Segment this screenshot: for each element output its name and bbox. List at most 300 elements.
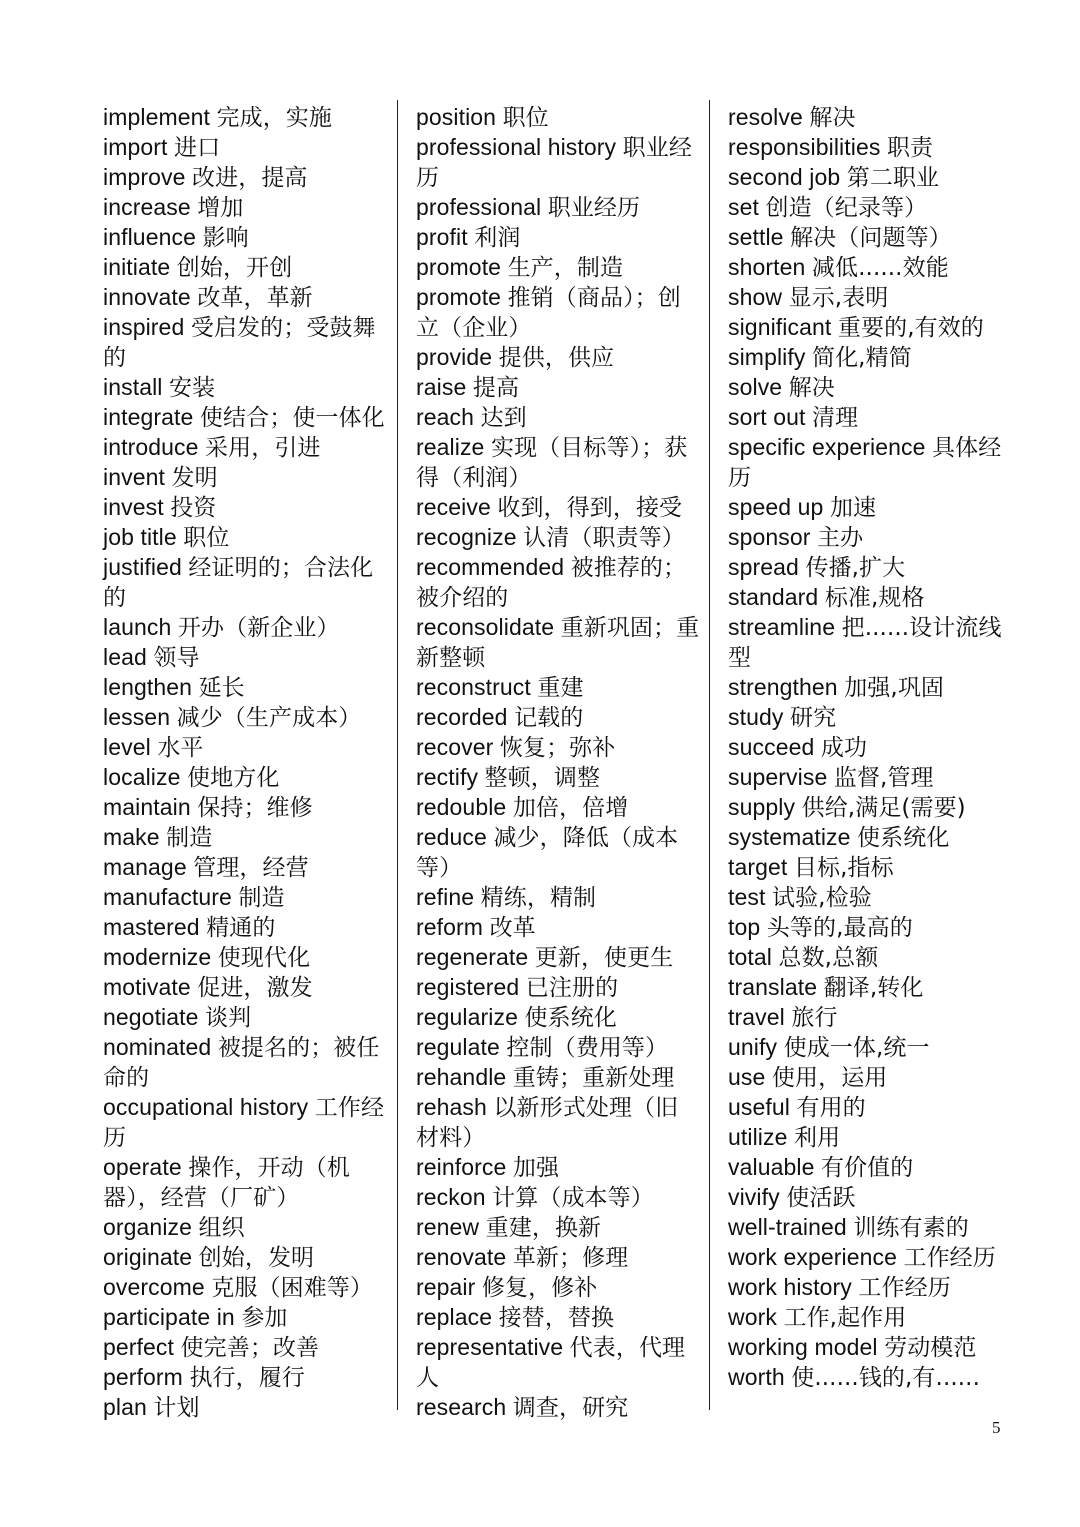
vocab-entry [728, 1363, 1013, 1393]
vocab-translation: 加速 [829, 495, 877, 521]
vocab-entry [416, 913, 701, 943]
vocab-term: worth [728, 1364, 785, 1390]
vocab-entry [416, 103, 701, 133]
vocab-translation: 使......钱的,有...... [791, 1365, 980, 1391]
vocab-entry [103, 673, 388, 703]
vocab-translation: 监督,管理 [833, 765, 934, 791]
vocab-translation: 使活跃 [786, 1185, 856, 1211]
vocab-translation: 主办 [817, 525, 864, 551]
vocab-entry [416, 373, 701, 403]
vocab-translation: 把......设计流线型 [728, 615, 1002, 671]
vocab-translation: 供给,满足(需要) [801, 795, 966, 821]
vocab-entry [416, 1183, 701, 1213]
vocab-entry [103, 1273, 388, 1303]
vocab-translation: 被推荐的；被介绍的 [416, 555, 687, 611]
vocab-term: research [416, 1394, 507, 1420]
vocab-translation: 减低......效能 [811, 255, 949, 281]
vocab-translation: 职业经历 [416, 135, 692, 191]
vocab-entry [103, 1213, 388, 1243]
vocab-translation: 创始，发明 [198, 1245, 315, 1271]
vocab-entry [728, 103, 1013, 133]
vocab-term: occupational history [103, 1094, 309, 1120]
vocab-term: resolve [728, 104, 803, 130]
vocab-entry [728, 223, 1013, 253]
vocab-entry [416, 943, 701, 973]
vocab-term: renovate [416, 1244, 507, 1270]
vocab-translation: 已注册的 [525, 975, 619, 1001]
vocab-translation: 水平 [157, 735, 204, 761]
vocab-entry [416, 1063, 701, 1093]
vocab-translation: 调查，研究 [512, 1395, 629, 1421]
vocab-translation: 改革 [489, 915, 536, 941]
vocab-translation: 收到，得到，接受 [497, 495, 683, 521]
vocab-term: use [728, 1064, 766, 1090]
vocab-translation: 使结合；使一体化 [199, 405, 385, 431]
vocab-term: valuable [728, 1154, 815, 1180]
vocab-translation: 操作，开动（机器），经营（厂矿） [103, 1155, 350, 1211]
vocab-entry [103, 1153, 388, 1213]
vocab-translation: 经证明的；合法化的 [103, 555, 374, 611]
vocab-entry [416, 883, 701, 913]
vocab-entry [728, 1213, 1013, 1243]
vocab-translation: 提供，供应 [498, 345, 615, 371]
vocab-translation: 利用 [794, 1125, 841, 1151]
vocab-term: recognize [416, 524, 517, 550]
vocab-entry [728, 1063, 1013, 1093]
vocab-translation: 发明 [171, 465, 218, 491]
vocab-translation: 被提名的；被任命的 [103, 1035, 380, 1091]
vocab-entry [416, 1243, 701, 1273]
vocab-entry [728, 733, 1013, 763]
vocab-term: regulate [416, 1034, 500, 1060]
vocab-translation: 使地方化 [187, 765, 280, 791]
vocab-term: set [728, 194, 759, 220]
vocab-term: originate [103, 1244, 193, 1270]
vocab-entry [103, 763, 388, 793]
vocab-entry [103, 463, 388, 493]
vocab-translation: 具体经历 [728, 435, 1002, 491]
vocab-entry [728, 1123, 1013, 1153]
vocab-term: study [728, 704, 784, 730]
vocab-entry [103, 163, 388, 193]
vocab-entry [103, 403, 388, 433]
vocab-translation: 生产，制造 [507, 255, 624, 281]
vocab-translation: 记载的 [514, 705, 584, 731]
vocab-translation: 工作经历 [858, 1275, 951, 1301]
vocab-translation: 重建，换新 [485, 1215, 602, 1241]
vocab-translation: 第二职业 [846, 165, 940, 191]
vocab-translation: 重要的,有效的 [837, 315, 984, 341]
vocab-entry [416, 133, 701, 193]
vocab-translation: 工作经历 [903, 1245, 996, 1271]
vocab-entry [416, 343, 701, 373]
vocab-translation: 延长 [198, 675, 245, 701]
vocab-entry [728, 1153, 1013, 1183]
vocab-translation: 制造 [166, 825, 213, 851]
vocab-translation: 改革，革新 [197, 285, 313, 311]
vocab-term: shorten [728, 254, 806, 280]
vocab-entry [728, 973, 1013, 1003]
vocab-entry [416, 793, 701, 823]
vocab-translation: 执行，履行 [189, 1365, 305, 1391]
vocab-translation: 以新形式处理（旧材料） [416, 1095, 679, 1151]
column-divider-1 [397, 100, 398, 1410]
vocab-entry [103, 193, 388, 223]
vocab-entry [728, 553, 1013, 583]
vocab-term: level [103, 734, 151, 760]
vocab-term: well-trained [728, 1214, 847, 1240]
vocab-entry [728, 913, 1013, 943]
vocab-translation: 有价值的 [820, 1155, 914, 1181]
vocab-translation: 加倍，倍增 [512, 795, 629, 821]
vocab-term: work [728, 1304, 777, 1330]
vocab-entry [103, 1393, 388, 1423]
vocab-entry [103, 1363, 388, 1393]
vocab-translation: 翻译,转化 [823, 975, 924, 1001]
vocab-translation: 总数,总额 [778, 945, 879, 971]
vocab-entry [416, 1153, 701, 1183]
vocab-translation: 计划 [153, 1395, 200, 1421]
vocab-term: inspired [103, 314, 185, 340]
vocab-term: plan [103, 1394, 147, 1420]
vocab-term: modernize [103, 944, 212, 970]
vocab-translation: 促进，激发 [197, 975, 313, 1001]
vocab-term: repair [416, 1274, 476, 1300]
vocab-translation: 简化,精简 [811, 345, 912, 371]
vocab-term: significant [728, 314, 832, 340]
vocab-translation: 解决（问题等） [790, 225, 952, 251]
vocab-entry [416, 1333, 701, 1393]
vocab-term: increase [103, 194, 191, 220]
vocab-translation: 克服（困难等） [211, 1275, 373, 1301]
vocab-term: participate in [103, 1304, 235, 1330]
vocab-term: influence [103, 224, 196, 250]
vocab-entry [103, 433, 388, 463]
vocab-entry [103, 1243, 388, 1273]
vocab-term: raise [416, 374, 467, 400]
vocab-term: renew [416, 1214, 480, 1240]
vocab-translation: 使系统化 [524, 1005, 617, 1031]
vocab-term: unify [728, 1034, 778, 1060]
vocab-translation: 显示,表明 [788, 285, 889, 311]
vocab-term: reform [416, 914, 484, 940]
vocab-term: translate [728, 974, 818, 1000]
vocab-term: replace [416, 1304, 493, 1330]
vocab-translation: 保持；维修 [197, 795, 313, 821]
vocab-entry [416, 1393, 701, 1423]
vocab-entry [416, 253, 701, 283]
vocab-entry [103, 643, 388, 673]
vocab-translation: 使完善；改善 [180, 1335, 320, 1361]
vocab-entry [416, 973, 701, 1003]
vocab-entry [416, 283, 701, 343]
vocab-term: recommended [416, 554, 565, 580]
vocab-translation: 使成一体,统一 [783, 1035, 930, 1061]
vocab-term: overcome [103, 1274, 205, 1300]
vocab-translation: 领导 [153, 645, 200, 671]
vocab-term: total [728, 944, 772, 970]
vocab-entry [728, 1303, 1013, 1333]
vocab-translation: 精练，精制 [480, 885, 597, 911]
vocab-translation: 管理，经营 [193, 855, 309, 881]
vocab-translation: 重铸；重新处理 [512, 1065, 675, 1091]
vocab-entry [416, 553, 701, 613]
vocab-term: manage [103, 854, 187, 880]
vocab-term: vivify [728, 1184, 780, 1210]
vocab-entry [728, 193, 1013, 223]
vocab-column-2 [416, 103, 701, 1423]
vocab-translation: 谈判 [205, 1005, 252, 1031]
vocab-translation: 精通的 [206, 915, 276, 941]
vocab-entry [103, 1093, 388, 1153]
vocab-entry [103, 553, 388, 613]
vocab-term: mastered [103, 914, 200, 940]
vocab-entry [103, 1333, 388, 1363]
vocab-entry [728, 673, 1013, 703]
vocab-entry [728, 1033, 1013, 1063]
vocab-translation: 使用，运用 [771, 1065, 888, 1091]
vocab-entry [416, 493, 701, 523]
vocab-term: standard [728, 584, 819, 610]
vocab-term: supervise [728, 764, 828, 790]
vocab-entry [416, 193, 701, 223]
vocab-term: reconsolidate [416, 614, 555, 640]
vocab-translation: 重建 [537, 675, 584, 701]
vocab-translation: 创造（纪录等） [765, 195, 928, 221]
vocab-term: install [103, 374, 163, 400]
vocab-term: top [728, 914, 761, 940]
vocab-entry [728, 373, 1013, 403]
vocab-term: strengthen [728, 674, 838, 700]
vocab-translation: 修复，修补 [481, 1275, 598, 1301]
vocab-term: rectify [416, 764, 479, 790]
vocab-entry [103, 973, 388, 1003]
vocab-translation: 训练有素的 [853, 1215, 969, 1241]
vocab-translation: 减少（生产成本） [176, 705, 362, 731]
vocab-term: manufacture [103, 884, 232, 910]
vocab-translation: 计算（成本等） [492, 1185, 654, 1211]
vocab-term: work experience [728, 1244, 897, 1270]
vocab-term: nominated [103, 1034, 212, 1060]
vocab-entry [416, 403, 701, 433]
vocab-translation: 研究 [789, 705, 837, 731]
vocab-term: responsibilities [728, 134, 881, 160]
vocab-term: recover [416, 734, 494, 760]
vocab-term: settle [728, 224, 784, 250]
vocab-translation: 减少，降低（成本等） [416, 825, 679, 881]
vocab-term: useful [728, 1094, 790, 1120]
vocab-entry [728, 853, 1013, 883]
vocab-entry [416, 1093, 701, 1153]
vocab-entry [728, 133, 1013, 163]
vocab-entry [103, 493, 388, 523]
vocab-translation: 创始，开创 [176, 255, 293, 281]
vocab-entry [103, 703, 388, 733]
vocab-term: lengthen [103, 674, 193, 700]
vocab-entry [728, 823, 1013, 853]
vocab-entry [416, 823, 701, 883]
vocab-translation: 成功 [820, 735, 868, 761]
vocab-term: invent [103, 464, 165, 490]
vocab-translation: 组织 [198, 1215, 245, 1241]
vocab-term: motivate [103, 974, 191, 1000]
vocab-term: reckon [416, 1184, 486, 1210]
vocab-translation: 恢复；弥补 [499, 735, 616, 761]
vocab-entry [728, 433, 1013, 493]
vocab-term: utilize [728, 1124, 788, 1150]
vocab-entry [103, 733, 388, 763]
vocab-entry [103, 283, 388, 313]
vocab-term: second job [728, 164, 841, 190]
vocab-term: job title [103, 524, 177, 550]
vocab-entry [416, 673, 701, 703]
vocab-entry [728, 343, 1013, 373]
vocab-entry [103, 133, 388, 163]
vocab-translation: 推销（商品）；创立（企业） [416, 285, 681, 341]
vocab-term: rehandle [416, 1064, 507, 1090]
vocab-term: sort out [728, 404, 806, 430]
vocab-translation: 目标,指标 [793, 855, 894, 881]
vocab-translation: 受启发的；受鼓舞的 [103, 315, 376, 371]
vocab-entry [103, 103, 388, 133]
vocab-entry [728, 1003, 1013, 1033]
vocab-term: speed up [728, 494, 824, 520]
vocab-entry [728, 403, 1013, 433]
vocab-entry [728, 703, 1013, 733]
vocab-entry [728, 1183, 1013, 1213]
vocab-translation: 加强 [512, 1155, 560, 1181]
vocab-entry [416, 223, 701, 253]
vocab-translation: 解决 [788, 375, 835, 401]
vocab-term: improve [103, 164, 186, 190]
vocab-translation: 接替，替换 [498, 1305, 615, 1331]
vocab-term: maintain [103, 794, 191, 820]
vocab-term: regularize [416, 1004, 518, 1030]
vocab-translation: 投资 [170, 495, 217, 521]
vocab-entry [103, 793, 388, 823]
vocab-term: introduce [103, 434, 199, 460]
vocab-term: supply [728, 794, 796, 820]
vocab-entry [416, 703, 701, 733]
vocab-entry [728, 613, 1013, 673]
vocab-term: profit [416, 224, 468, 250]
vocab-translation: 控制（费用等） [506, 1035, 669, 1061]
vocab-translation: 职业经历 [547, 195, 641, 221]
vocab-term: sponsor [728, 524, 811, 550]
vocab-entry [103, 313, 388, 373]
vocab-term: reduce [416, 824, 487, 850]
vocab-entry [416, 613, 701, 673]
vocab-entry [416, 433, 701, 493]
vocab-entry [728, 1333, 1013, 1363]
vocab-translation: 解决 [809, 105, 856, 131]
vocab-term: negotiate [103, 1004, 199, 1030]
vocab-term: lessen [103, 704, 171, 730]
vocab-translation: 劳动模范 [884, 1335, 977, 1361]
column-divider-2 [709, 100, 710, 1410]
vocab-entry [103, 613, 388, 643]
vocab-entry [103, 823, 388, 853]
vocab-term: initiate [103, 254, 171, 280]
vocab-entry [103, 913, 388, 943]
vocab-translation: 达到 [480, 405, 527, 431]
vocab-term: specific experience [728, 434, 926, 460]
vocab-translation: 开办（新企业） [177, 615, 340, 641]
vocab-term: test [728, 884, 766, 910]
vocab-translation: 工作经历 [103, 1095, 385, 1151]
vocab-term: promote [416, 284, 502, 310]
vocab-term: organize [103, 1214, 193, 1240]
vocab-entry [728, 763, 1013, 793]
vocab-column-3 [728, 103, 1013, 1393]
vocab-entry [416, 1213, 701, 1243]
vocab-term: redouble [416, 794, 507, 820]
vocab-term: justified [103, 554, 182, 580]
vocab-translation: 整顿，调整 [484, 765, 601, 791]
vocab-translation: 使系统化 [857, 825, 950, 851]
vocab-term: receive [416, 494, 491, 520]
vocab-entry [728, 1093, 1013, 1123]
vocab-term: spread [728, 554, 799, 580]
vocab-term: integrate [103, 404, 194, 430]
vocab-translation: 工作,起作用 [783, 1305, 907, 1331]
vocab-entry [103, 253, 388, 283]
vocab-entry [416, 1303, 701, 1333]
vocab-term: position [416, 104, 497, 130]
vocab-term: professional history [416, 134, 617, 160]
vocab-translation: 代表，代理人 [416, 1335, 686, 1391]
vocab-entry [416, 1273, 701, 1303]
vocab-entry [103, 883, 388, 913]
vocab-entry [728, 943, 1013, 973]
vocab-entry [416, 1033, 701, 1063]
vocab-entry [728, 793, 1013, 823]
vocab-term: reach [416, 404, 475, 430]
vocab-column-1 [103, 103, 388, 1423]
vocab-entry [103, 1303, 388, 1333]
vocab-translation: 认清（职责等） [523, 525, 685, 551]
vocab-term: reconstruct [416, 674, 531, 700]
vocab-term: simplify [728, 344, 806, 370]
vocab-entry [416, 763, 701, 793]
vocab-entry [728, 313, 1013, 343]
vocab-term: solve [728, 374, 783, 400]
vocab-entry [728, 163, 1013, 193]
vocab-term: recorded [416, 704, 508, 730]
vocab-translation: 完成，实施 [216, 105, 332, 131]
vocab-entry [416, 733, 701, 763]
vocab-translation: 利润 [474, 225, 521, 251]
vocab-entry [728, 523, 1013, 553]
vocab-translation: 提高 [472, 375, 520, 401]
vocab-entry [728, 283, 1013, 313]
vocab-translation: 传播,扩大 [805, 555, 906, 581]
vocab-entry [103, 1003, 388, 1033]
vocab-translation: 更新，使更生 [534, 945, 674, 971]
vocab-translation: 头等的,最高的 [766, 915, 913, 941]
vocab-term: work history [728, 1274, 852, 1300]
vocab-term: launch [103, 614, 172, 640]
vocab-translation: 参加 [241, 1305, 288, 1331]
vocab-term: systematize [728, 824, 851, 850]
vocab-term: refine [416, 884, 475, 910]
vocab-entry [728, 1273, 1013, 1303]
vocab-term: perfect [103, 1334, 175, 1360]
vocab-translation: 有用的 [796, 1095, 866, 1121]
vocab-term: provide [416, 344, 493, 370]
vocab-translation: 职位 [183, 525, 230, 551]
vocab-entry [103, 373, 388, 403]
